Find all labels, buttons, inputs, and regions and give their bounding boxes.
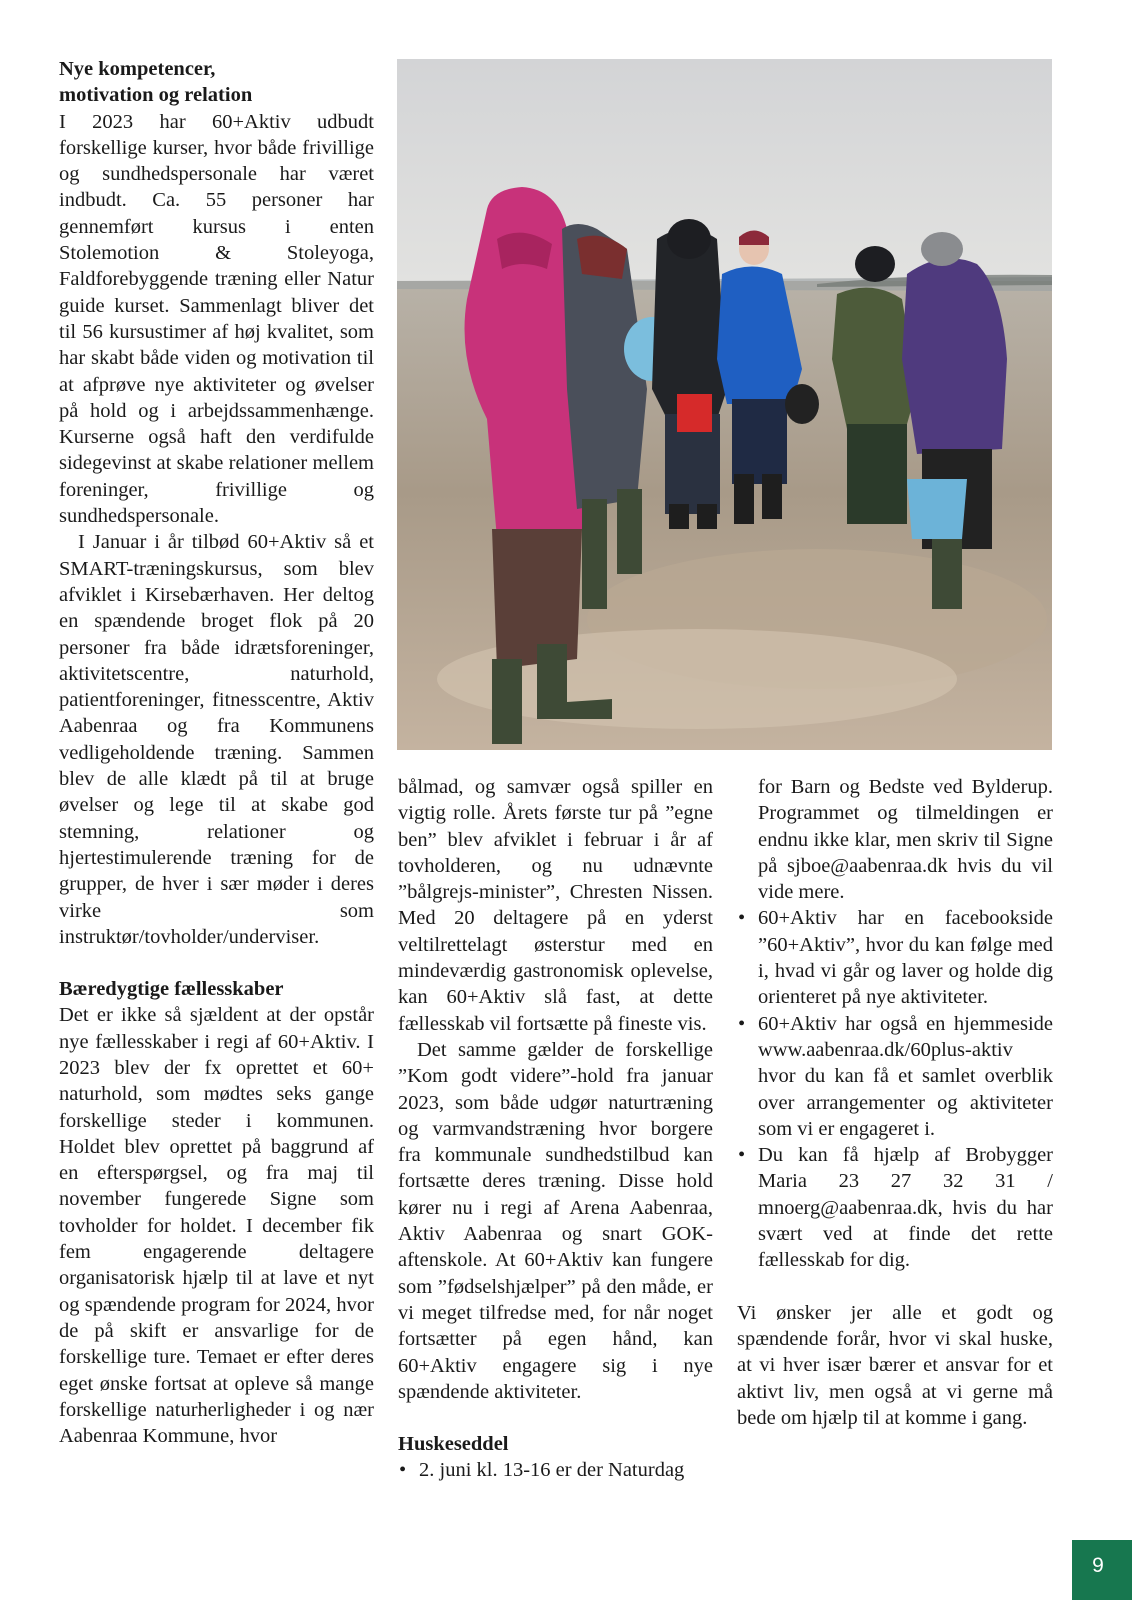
group-on-tidal-flat-image <box>397 59 1052 750</box>
list-item-continuation: for Barn og Bedste ved Bylderup. Programmet og tilmeldingen er endnu ikke klar, men skriv til Signe på sjboe@aabenraa.dk hvis du vil vide mere. <box>758 776 1053 904</box>
page-number-badge <box>1072 1540 1132 1600</box>
heading-line-1: Nye kompetencer, <box>59 58 216 80</box>
closing-paragraph: Vi ønsker jer alle et godt og spændende forår, hvor vi skal huske, at vi hver især bærer et ansvar for et aktivt liv, men også at vi gerne må bede om hjælp til at komme i gang. <box>737 1301 1053 1429</box>
heading-line-2: motivation og relation <box>59 84 253 107</box>
list-item: • 2. juni kl. 13-16 er der Naturdag <box>398 1457 713 1483</box>
paragraph-nature-team: Det er ikke så sjældent at der opstår nye fællesskaber i regi af 60+Aktiv. I 2023 blev der fx oprettet et 60+ naturhold, som mødtes seks gange forskellige steder i kommunen. Holdet blev oprettet på baggrund af en efterspørgsel, og fra maj til november fungerede Signe som tovholder for holdet. I december fik fem engagerende deltagere organisatorisk hjælp til at lave et nyt og spændende program for 2024, hvor de på skift er ansvarlige for de forskellige ture. Temaet er efter deres eget ønske fortsat at opleve så mange forskellige naturherligheder i og nær Aabenraa Kommune, hvor <box>59 1004 374 1448</box>
column-2 <box>398 774 713 1484</box>
section-heading-communities: Bæredygtige fællesskaber <box>59 978 284 1001</box>
paragraph-oyster-trip: bålmad, og samvær også spiller en vigtig rolle. Årets første tur på ”egne ben” blev afviklet i februar i år af tovholderen, og nu udnævnte ”bålgrejs-minister”, Chresten Nissen. Med 20 deltagere på en yderst veltilrettelagt østerstur med en mindeværdig gastronomisk oplevelse, kan 60+Aktiv slå fast, at dette fællesskab vil fortsætte på fineste vis. <box>398 776 713 1035</box>
paragraph-courses: I 2023 har 60+Aktiv udbudt forskellige kurser, hvor både frivillige og sundhedspersonale har været indbudt. Ca. 55 personer har gennemført kursus i enten Stolemotion & Stoleyoga, Faldforebyggende træning eller Natur guide kurset. Sammenlagt bliver det til 56 kursustimer af høj kvalitet, som har skabt både viden og motivation til at afprøve nye aktiviteter og øvelser på hold og i arbejdssammenhænge. Kurserne også haft den verdifulde sidegevinst at skabe relationer mellem foreninger, frivillige og sundhedspersonale. <box>59 110 374 528</box>
column-1 <box>59 56 374 1449</box>
page-number: 9 <box>1092 1554 1104 1577</box>
list-item-facebook: • 60+Aktiv har en facebookside ”60+Aktiv”, hvor du kan følge med i, hvad vi går og laver og holde dig orienteret på nye aktiviteter. <box>737 905 1053 1010</box>
article-photo <box>397 59 1052 750</box>
list-item-bridge-builder: • Du kan få hjælp af Brobygger Maria 23 27 32 31 / mnoerg@aabenraa.dk, hvis du har svært ved at finde det rette fællesskab for dig. <box>737 1142 1053 1273</box>
reminder-list <box>398 1457 713 1483</box>
reminder-list-continued <box>737 905 1053 1273</box>
column-3 <box>737 774 1053 1431</box>
paragraph-smart-course: I Januar i år tilbød 60+Aktiv så et SMART-træningskursus, som blev afviklet i Kirsebærhaven. Her deltog en spændende broget flok på 20 personer fra både idrætsforeninger, aktivitetscentre, naturhold, patientforeninger, fitnesscentre, Aktiv Aabenraa og fra Kommunens vedligeholdende træning. Sammen blev de alle klædt på til at bruge øvelser og lege til at skabe god stemning, relationer og hjertestimulerende træning for de grupper, de hver i sær møder i deres virke som instruktør/tovholder/underviser. <box>59 531 374 948</box>
list-item-website: • 60+Aktiv har også en hjemmeside www.aabenraa.dk/60plus-aktiv hvor du kan få et samlet overblik over arrangementer og aktiviteter som vi er engageret i. <box>737 1011 1053 1142</box>
section-heading-competencies <box>59 56 374 109</box>
section-heading-reminder: Huskeseddel <box>398 1433 509 1456</box>
paragraph-keep-going-teams: Det samme gælder de forskellige ”Kom godt videre”-hold fra januar 2023, som både udgør naturtræning og varmvandstræning hvor borgere fra kommunale sundhedstilbud kan fortsætte deres træning. Disse hold kører nu i regi af Arena Aabenraa, Aktiv Aabenraa og snart GOK-aftenskole. At 60+Aktiv kan fungere som ”fødselshjælper” på den måde, er vi meget tilfredse med, for når noget fortsætter på egen hånd, kan 60+Aktiv engagere sig i nye spændende aktiviteter. <box>398 1038 713 1403</box>
